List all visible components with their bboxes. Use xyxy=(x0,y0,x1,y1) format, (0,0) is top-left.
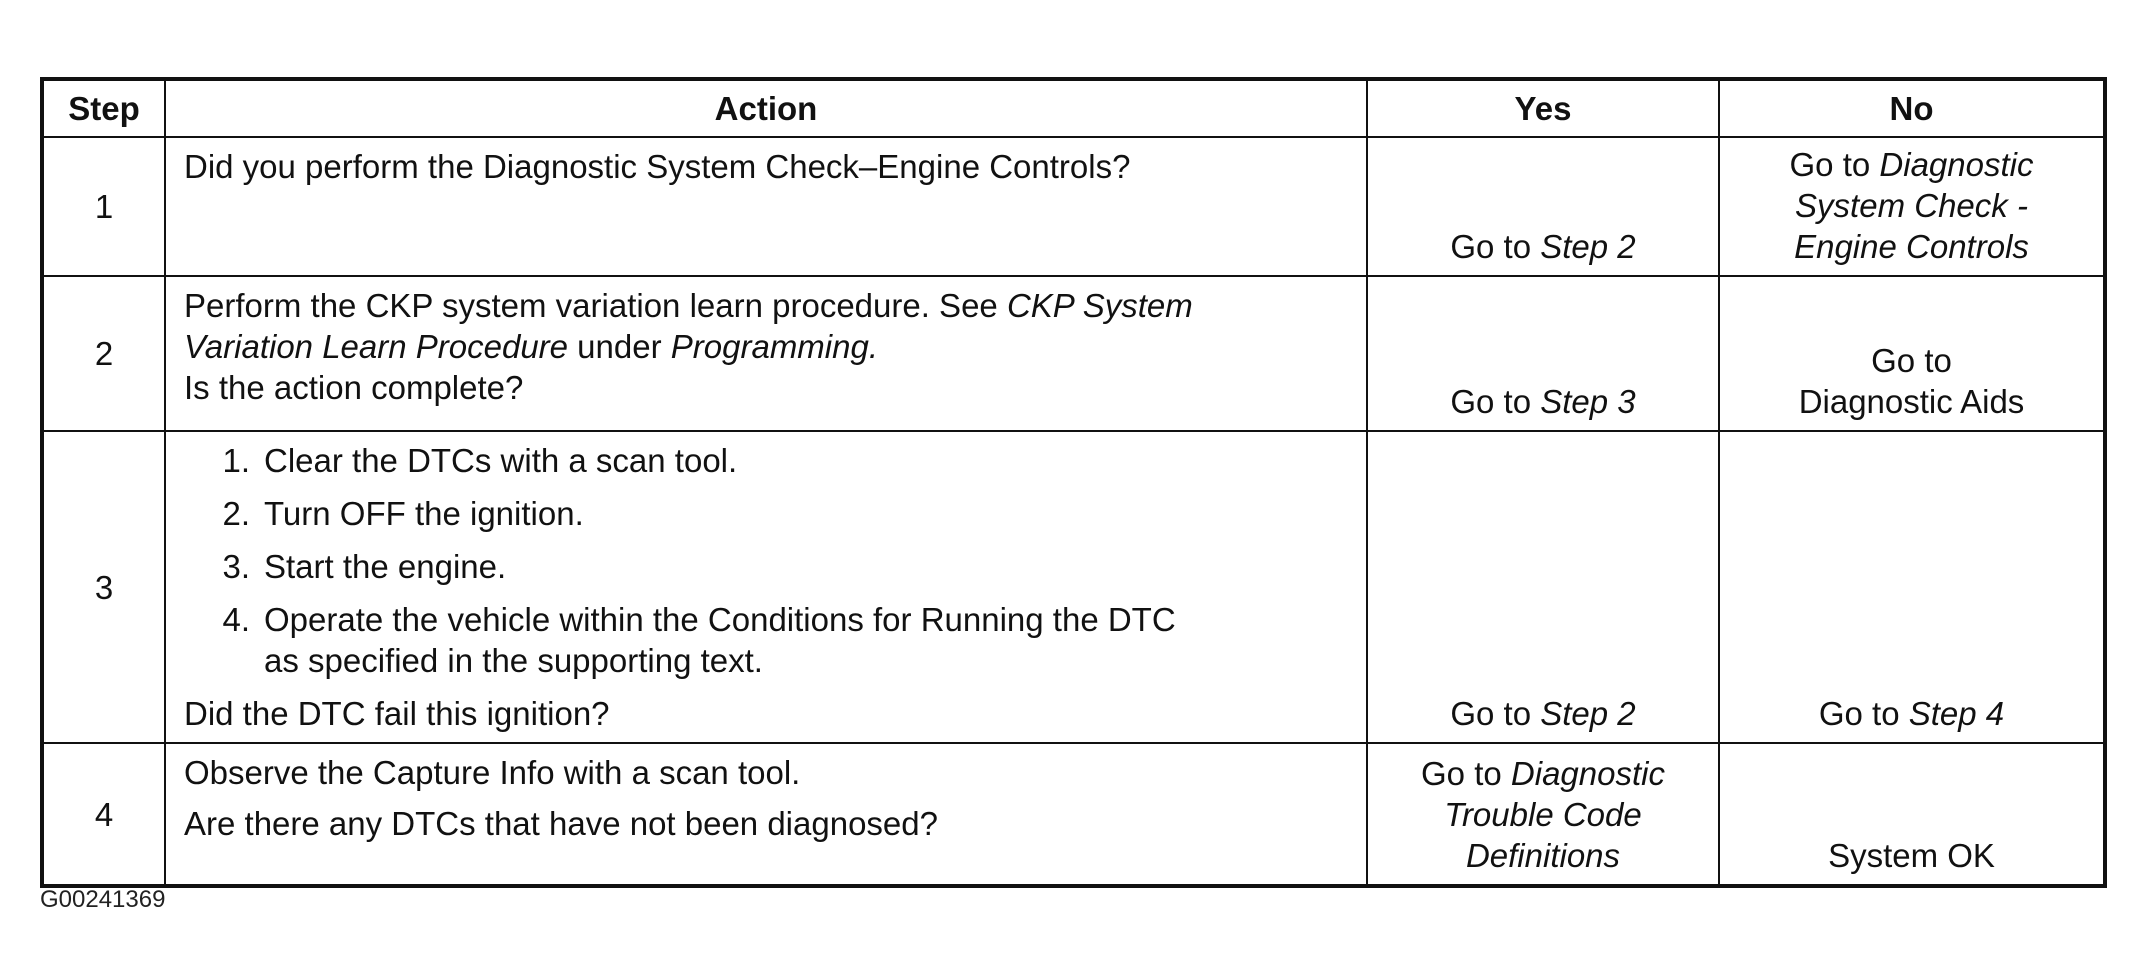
action-cell xyxy=(165,431,1367,743)
list-item-text: Start the engine. xyxy=(264,548,507,585)
diagnostic-table xyxy=(40,77,2107,888)
table-header-row xyxy=(42,79,2105,137)
no-prefix: Go to xyxy=(1789,146,1880,183)
table-row xyxy=(42,743,2105,886)
list-item-text xyxy=(264,599,1350,681)
no-target: Step 4 xyxy=(1908,695,2005,732)
no-cell xyxy=(1719,743,2105,886)
action-cell xyxy=(165,276,1367,431)
list-item-text-line: Operate the vehicle within the Conditions for Running the DTC xyxy=(264,601,1176,638)
yes-target-line2: Trouble Code xyxy=(1444,796,1642,833)
no-result: System OK xyxy=(1828,837,1995,874)
header-action: Action xyxy=(165,79,1367,137)
no-target: Diagnostic Aids xyxy=(1798,383,2025,420)
list-item-number: 2. xyxy=(222,495,250,532)
action-question: Is the action complete? xyxy=(184,369,524,406)
yes-prefix: Go to xyxy=(1450,695,1541,732)
action-text: Observe the Capture Info with a scan tool. xyxy=(184,754,801,791)
list-item-number: 1. xyxy=(222,442,250,479)
list-item xyxy=(184,440,1350,481)
yes-target: Step 3 xyxy=(1540,383,1636,420)
action-cell xyxy=(165,137,1367,276)
yes-cell xyxy=(1367,743,1719,886)
list-item xyxy=(184,546,1350,587)
table-row xyxy=(42,431,2105,743)
no-prefix: Go to xyxy=(1818,695,1909,732)
action-question: Did the DTC fail this ignition? xyxy=(184,695,610,732)
action-reference: Variation Learn Procedure xyxy=(184,328,569,365)
list-item-number: 4. xyxy=(222,601,250,638)
action-text: under xyxy=(568,328,671,365)
list-item xyxy=(184,493,1350,534)
step-number: 4 xyxy=(42,743,165,886)
list-item-text: Turn OFF the ignition. xyxy=(264,495,584,532)
action-cell xyxy=(165,743,1367,886)
action-question: Are there any DTCs that have not been diagnosed? xyxy=(184,805,938,842)
action-reference: CKP System xyxy=(1006,287,1193,324)
procedure-list xyxy=(184,440,1350,681)
no-cell xyxy=(1719,431,2105,743)
header-step: Step xyxy=(42,79,165,137)
list-item-text-line: as specified in the supporting text. xyxy=(264,642,763,679)
header-no: No xyxy=(1719,79,2105,137)
yes-target: Step 2 xyxy=(1540,228,1636,265)
yes-prefix: Go to xyxy=(1450,383,1541,420)
step-number: 2 xyxy=(42,276,165,431)
yes-prefix: Go to xyxy=(1421,755,1511,792)
yes-target: Step 2 xyxy=(1540,695,1636,732)
list-item-text: Clear the DTCs with a scan tool. xyxy=(264,442,738,479)
table-row xyxy=(42,137,2105,276)
header-yes: Yes xyxy=(1367,79,1719,137)
yes-cell xyxy=(1367,137,1719,276)
no-cell xyxy=(1719,276,2105,431)
table-row xyxy=(42,276,2105,431)
yes-target-line3: Definitions xyxy=(1465,837,1621,874)
action-reference: Programming. xyxy=(670,328,878,365)
action-question: Did you perform the Diagnostic System Check–Engine Controls? xyxy=(184,148,1131,185)
step-number: 1 xyxy=(42,137,165,276)
yes-cell xyxy=(1367,276,1719,431)
action-text: Perform the CKP system variation learn procedure. See xyxy=(184,287,1007,324)
figure-id: G00241369 xyxy=(40,886,166,913)
list-item-number: 3. xyxy=(222,548,250,585)
step-number: 3 xyxy=(42,431,165,743)
yes-cell xyxy=(1367,431,1719,743)
yes-prefix: Go to xyxy=(1450,228,1541,265)
list-item xyxy=(184,599,1350,681)
no-target-line3: Engine Controls xyxy=(1794,228,2029,265)
no-cell xyxy=(1719,137,2105,276)
yes-target: Diagnostic xyxy=(1510,755,1665,792)
no-prefix: Go to xyxy=(1871,342,1952,379)
no-target-line2: System Check - xyxy=(1795,187,2028,224)
no-target: Diagnostic xyxy=(1879,146,2034,183)
